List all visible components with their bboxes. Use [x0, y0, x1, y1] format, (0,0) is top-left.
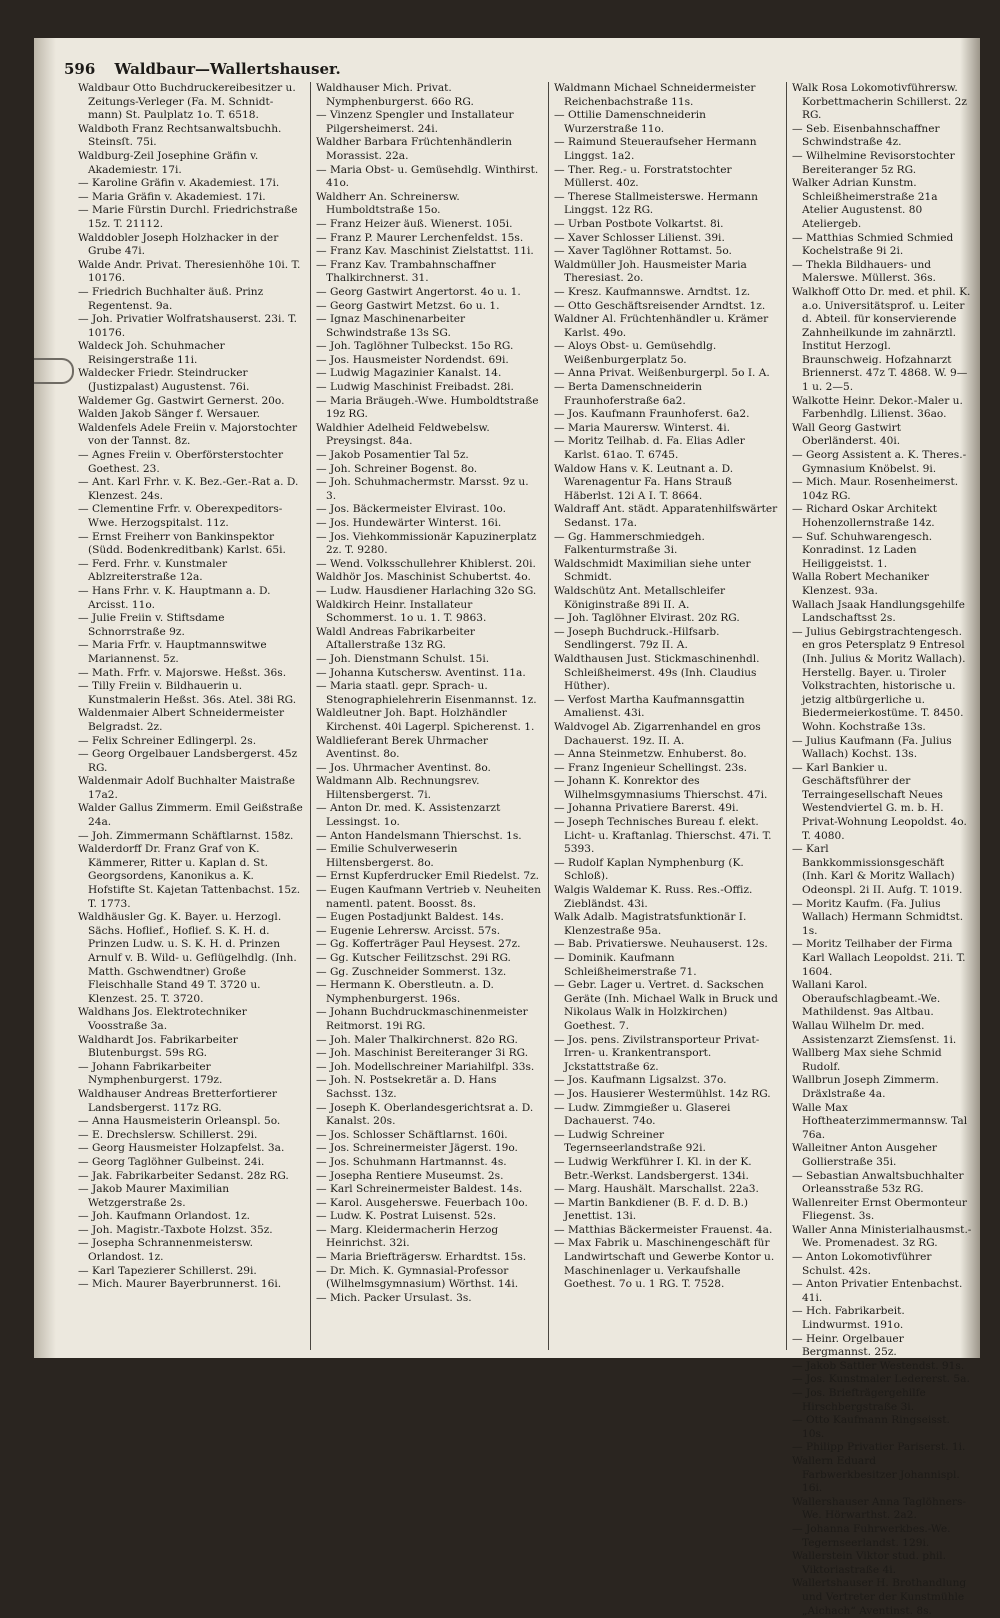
directory-entry: — Heinr. Orgelbauer Bergmannst. 25z. [792, 1332, 904, 1359]
directory-entry: — Ernst Kupferdrucker Emil Riedelst. 7z. [316, 870, 540, 883]
directory-entry: Waldl Andreas Fabrikarbeiter Aſtallerstraße 13z RG. [316, 625, 475, 652]
directory-entry: — Martin Bankdiener (B. F. d. D. B.) Jenettist. 13i. [554, 1196, 749, 1223]
directory-entry: — Jos. Hundewärter Winterst. 16i. [316, 517, 502, 529]
directory-entry: Waldhör Jos. Maschinist Schubertst. 4o. [316, 571, 531, 584]
directory-entry: — Georg Hausmeister Holzapfelst. 3a. [78, 1142, 285, 1155]
directory-entry: — Maria Obst- u. Gemüsehdlg. Winthirst. 41o. [316, 163, 539, 190]
directory-entry: — Karl Bankier u. Geschäftsführer der Terraingesellschaft Neues Westendviertel G. m. b. H. Privat-Wohnung Leopoldst. 4o. T. 4080. [792, 761, 967, 842]
directory-entry: Waldenmaier Albert Schneidermeister Belgradst. 2z. [78, 707, 285, 733]
directory-entry: — Dr. Mich. K. Gymnasial-Professor (Wilhelmsgymnasium) Wörthst. 14i. [316, 1264, 519, 1291]
directory-entry: — Rudolf Kaplan Nymphenburg (K. Schloß). [554, 856, 744, 883]
directory-entry: — Tilly Freiin v. Bildhauerin u. Kunstmalerin Heßst. 36s. Atel. 38i RG. [78, 680, 297, 706]
directory-entry: — Johanna Fuhrwerkbes.-We. Tegernseerlandst. 129i. [792, 1522, 951, 1549]
directory-entry: Waldburg-Zeil Josephine Gräfin v. Akademiestr. 17i. [78, 149, 259, 176]
directory-entry: — Jos. Hausierer Westermühlst. 14z RG. [554, 1087, 771, 1100]
directory-entry: — Philipp Privatier Pariserst. 1i. [792, 1441, 966, 1454]
directory-entry: Waldemer Gg. Gastwirt Gernerst. 20o. [78, 394, 285, 407]
directory-entry: — Otto Geschäftsreisender Arndtst. 1z. [554, 299, 766, 312]
directory-entry: — Jakob Maurer Maximilian Wetzgerstraße 2s. [78, 1183, 230, 1209]
directory-entry: — Johann Fabrikarbeiter Nymphenburgerst. 179z. [78, 1060, 223, 1087]
directory-entry: — Johann K. Konrektor des Wilhelmsgymnasiums Thierschst. 47i. [554, 775, 768, 801]
directory-entry: — Georg Taglöhner Gulbeinst. 24i. [78, 1155, 265, 1168]
directory-entry: Waldlieferant Berek Uhrmacher Aventinst. 8o. [316, 734, 488, 761]
directory-entry: Walkotte Heinr. Dekor.-Maler u. Farbenhdlg. Lilienst. 36ao. [792, 394, 963, 421]
directory-entry: Waldthausen Just. Stickmaschinenhdl. Schleißheimerst. 49s (Inh. Claudius Hüther). [554, 652, 760, 693]
directory-entry: — Jos. Viehkommissionär Kapuzinerplatz 2z. T. 9280. [316, 530, 537, 557]
directory-entry: — Kresz. Kaufmannswe. Arndtst. 1z. [554, 285, 751, 298]
directory-entry: — Hermann K. Oberstleutn. a. D. Nymphenburgerst. 196s. [316, 979, 494, 1005]
directory-entry: Walden Jakob Sänger f. Wersauer. [78, 408, 261, 421]
directory-entry: — Eugen Postadjunkt Baldest. 14s. [316, 911, 504, 924]
directory-entry: — Josepha Schrannenmeistersw. Orlandost. 1z. [78, 1237, 254, 1264]
directory-entry: — Vinzenz Spengler und Installateur Pilgersheimerst. 24i. [316, 109, 514, 135]
directory-entry: Waldvogel Ab. Zigarrenhandel en gros Dachauerst. 19z. II. A. [554, 720, 761, 747]
directory-entry: Waldraff Ant. städt. Apparatenhilfswärter Sedanst. 17a. [554, 503, 778, 529]
directory-entry: — Jos. Schlosser Schäftlarnst. 160i. [316, 1128, 508, 1141]
directory-entry: Wallershauser Anna Taglöhners-We. Hörwarthst. 2a2. [792, 1495, 967, 1522]
directory-entry: Waller Anna Ministerialhausmst.-We. Promenadest. 3z RG. [792, 1223, 972, 1250]
directory-entry: — Mich. Packer Ursulast. 3s. [316, 1291, 472, 1304]
directory-entry: — Felix Schreiner Edlingerpl. 2s. [78, 734, 257, 747]
directory-entry: — Anton Handelsmann Thierschst. 1s. [316, 829, 522, 842]
directory-entry: — Therese Stallmeisterswe. Hermann Linggst. 12z RG. [554, 190, 758, 217]
directory-entry: — Franz P. Maurer Lerchenfeldst. 15s. [316, 231, 524, 244]
directory-entry: — Karl Bankkommissionsgeschäft (Inh. Karl & Moritz Wallach) Odeonspl. 2i II. Aufg. T. 1019. [792, 843, 963, 897]
directory-entry: — Richard Oskar Architekt Hohenzollernstraße 14z. [792, 503, 937, 529]
directory-entry: — Marg. Haushält. Marschallst. 22a3. [554, 1183, 759, 1196]
directory-entry: — Thekla Bildhauers- und Malerswe. Müllerst. 36s. [792, 258, 936, 285]
directory-entry: — Raimund Steueraufseher Hermann Linggst. 1a2. [554, 136, 757, 162]
directory-entry: — Georg Gastwirt Angertorst. 4o u. 1. [316, 285, 521, 298]
directory-entry: Waldkirch Heinr. Installateur Schommerst. 1o u. 1. T. 9863. [316, 598, 487, 625]
directory-entry: — Franz Ingenieur Schellingst. 23s. [554, 761, 748, 774]
directory-entry: — Johanna Kutschersw. Aventinst. 11a. [316, 666, 526, 679]
directory-entry: Waldenmair Adolf Buchhalter Maistraße 17a2. [78, 775, 296, 801]
directory-entry: — Anna Steinmetzw. Enhuberst. 8o. [554, 748, 747, 761]
directory-entry: — Karol. Ausgeherswe. Feuerbach 10o. [316, 1196, 528, 1209]
directory-entry: Waldhauser Andreas Bretterfortierer Landsbergerst. 117z RG. [78, 1087, 277, 1114]
directory-entry: — Moritz Teilhaber der Firma Karl Wallach Leopoldst. 21i. T. 1604. [792, 938, 966, 978]
directory-entry: — Jak. Fabrikarbeiter Sedanst. 28z RG. [78, 1169, 289, 1182]
directory-entry: — Suf. Schuhwarengesch. Konradinst. 1z Laden Heiliggeistst. 1. [792, 530, 933, 570]
directory-entry: Walddobler Joseph Holzhacker in der Grube 47i. [78, 231, 279, 258]
directory-entry: Waldhans Jos. Elektrotechniker Voosstraße 3a. [78, 1006, 247, 1032]
directory-entry: — Hans Frhr. v. K. Hauptmann a. D. Arcisst. 11o. [78, 584, 271, 611]
directory-entry: — Maria Gräfin v. Akademiest. 17i. [78, 190, 266, 203]
directory-entry: — Bab. Privatierswe. Neuhauserst. 12s. [554, 938, 768, 951]
directory-entry: Waldschütz Ant. Metallschleifer Königinstraße 89i II. A. [554, 584, 726, 611]
directory-entry: — Math. Frfr. v. Majorswe. Heßst. 36s. [78, 666, 287, 679]
directory-entry: Wallach Jsaak Handlungsgehilfe Landschaftsst 2s. [792, 598, 965, 625]
directory-entry: Waldhäusler Gg. K. Bayer. u. Herzogl. Sächs. Hoflief., Hoflief. S. K. H. d. Prinzen Ludw. u. S. K. H. d. Prinzen Arnulf v. B. Wild- u. Geflügelhdlg. (Inh. Matth. Gschwendtner) Große Fleischhalle Stand 49 T. 3720 u. Klenzest. 25. T. 3720. [78, 911, 297, 1005]
running-title: Waldbaur—Wallertshauser. [114, 60, 341, 78]
directory-entry: — Agnes Freiin v. Oberförsterstochter Goethest. 23. [78, 449, 284, 475]
directory-entry: — Xaver Schlosser Lilienst. 39i. [554, 231, 725, 244]
directory-entry: — Ant. Karl Frhr. v. K. Bez.-Ger.-Rat a. D. Klenzest. 24s. [78, 476, 299, 502]
directory-entry: — Jos. Kaufmann Ligsalzst. 37o. [554, 1074, 727, 1087]
directory-entry: Walkhoff Otto Dr. med. et phil. K. a.o. Universitätsprof. u. Leiter d. Abteil. für konservierende Zahnheilkunde im zahnärztl. Institut Herzogl. Braunschweig. Hofzahnarzt Briennerst. 47z T. 4868. W. 9—1 u. 2—5. [792, 285, 971, 394]
directory-entry: — Karl Tapezierer Schillerst. 29i. [78, 1264, 257, 1277]
directory-entry: Wallberg Max siehe Schmid Rudolf. [792, 1047, 942, 1073]
directory-entry: — Anton Privatier Entenbachst. 41i. [792, 1278, 963, 1304]
column-divider [786, 82, 787, 1350]
directory-entry: — Anna Privat. Weißenburgerpl. 5o I. A. [554, 367, 770, 380]
directory-entry: — Jos. Briefträgergehilfe Hirschbergstraße 3i. [792, 1387, 926, 1413]
directory-entry: — Moritz Kaufm. (Fa. Julius Wallach) Hermann Schmidtst. 1s. [792, 897, 964, 937]
directory-entry: — Matthias Bäckermeister Frauenst. 4a. [554, 1223, 773, 1236]
directory-entry: — Joseph Buchdruck.-Hilfsarb. Sendlingerst. 79z II. A. [554, 625, 720, 652]
directory-entry: Walleitner Anton Ausgeher Gollierstraße 35i. [792, 1142, 937, 1168]
directory-entry: — Berta Damenschneiderin Fraunhoferstraße 6a2. [554, 381, 702, 407]
directory-entry: — Ignaz Maschinenarbeiter Schwindstraße 13s SG. [316, 313, 466, 339]
directory-entry: — Joh. Taglöhner Tulbeckst. 15o RG. [316, 340, 514, 353]
directory-entry: — Georg Orgelbauer Landsbergerst. 45z RG. [78, 748, 298, 774]
directory-entry: Walk Rosa Lokomotivführersw. Korbettmacherin Schillerst. 2z RG. [792, 82, 967, 122]
directory-entry: — Seb. Eisenbahnschaffner Schwindstraße 4z. [792, 122, 940, 149]
directory-entry: — Ernst Freiherr von Bankinspektor (Südd. Bodenkreditbank) Karlst. 65i. [78, 530, 286, 557]
directory-entry: — Joseph K. Oberlandesgerichtsrat a. D. Kanalst. 20s. [316, 1101, 534, 1128]
directory-entry: Walker Adrian Kunstm. Schleißheimerstraße 21a Atelier Augustenst. 80 Ateliergeb. [792, 177, 938, 230]
directory-entry: Waldeck Joh. Schuhmacher Reisingerstraße 11i. [78, 340, 225, 366]
directory-entry: — Urban Postbote Volkartst. 8i. [554, 217, 724, 230]
directory-entry: — Ludw. K. Postrat Luisenst. 52s. [316, 1210, 497, 1223]
directory-entry: — Karl Schreinermeister Baldest. 14s. [316, 1183, 523, 1196]
directory-entry: Walla Robert Mechaniker Klenzest. 93a. [792, 571, 929, 597]
directory-entry: — Gg. Hammerschmiedgeh. Falkenturmstraße 3i. [554, 530, 705, 557]
directory-entry: — Anton Dr. med. K. Assistenzarzt Lessingst. 1o. [316, 802, 501, 829]
directory-entry: Wallerstein Viktor stud. phil. Viktoriastraße 4i. [792, 1550, 947, 1576]
directory-entry: — Ludwig Magazinier Kanalst. 14. [316, 367, 502, 380]
directory-entry: — Eugen Kaufmann Vertrieb v. Neuheiten namentl. patent. Boosst. 8s. [316, 884, 541, 910]
directory-entry: Walde Andr. Privat. Theresienhöhe 10i. T. 10176. [78, 258, 301, 285]
directory-entry: — Gg. Kutscher Feilitzschst. 29i RG. [316, 952, 511, 964]
directory-entry: — Ludw. Hausdiener Harlaching 32o SG. [316, 584, 537, 597]
directory-entry: Waldhier Adelheid Feldwebelsw. Preysingst. 84a. [316, 421, 490, 448]
directory-entry: — Anna Hausmeisterin Orleanspl. 5o. [78, 1115, 281, 1128]
directory-entry: Walle Max Hoftheaterzimmermannsw. Tal 76a. [792, 1101, 968, 1141]
directory-entry: — Jos. Kaufmann Fraunhoferst. 6a2. [554, 408, 750, 421]
directory-entry: — E. Drechslersw. Schillerst. 29i. [78, 1128, 258, 1141]
column-2 [316, 82, 542, 1350]
page-number: 596 [64, 60, 96, 78]
column-4 [792, 82, 972, 1617]
directory-entry: — Jos. Schuhmann Hartmannst. 4s. [316, 1155, 507, 1168]
directory-entry: — Karoline Gräfin v. Akademiest. 17i. [78, 177, 280, 190]
directory-entry: Wallani Karol. Oberaufschlagbeamt.-We. Mathildenst. 9as Altbau. [792, 979, 941, 1019]
directory-entry: Waldboth Franz Rechtsanwaltsbuchh. Steinsſt. 75i. [78, 122, 282, 149]
directory-entry: — Franz Kav. Trambahnschaffner Thalkirchnerst. 31. [316, 258, 496, 285]
directory-entry: — Joh. Magistr.-Taxbote Holzst. 35z. [78, 1223, 273, 1236]
directory-entry: Waldecker Friedr. Steindrucker (Justizpalast) Augustenst. 76i. [78, 367, 250, 394]
directory-entry: Waldhardt Jos. Fabrikarbeiter Blutenburgst. 59s RG. [78, 1033, 238, 1060]
directory-entry: — Aloys Obst- u. Gemüsehdlg. Weißenburgerplatz 5o. [554, 340, 717, 366]
directory-entry: — Hch. Fabrikarbeit. Lindwurmst. 191o. [792, 1305, 905, 1332]
column-3 [554, 82, 780, 1350]
directory-entry: — Dominik. Kaufmann Schleißheimerstraße 71. [554, 952, 697, 978]
directory-entry: — Julius Kaufmann (Fa. Julius Wallach) Kochst. 13s. [792, 734, 952, 761]
directory-entry: Waldschmidt Maximilian siehe unter Schmidt. [554, 557, 751, 584]
directory-entry: Waldow Hans v. K. Leutnant a. D. Warenagentur Fa. Hans Strauß Häberlst. 12i A I. T. 8664. [554, 462, 734, 502]
directory-entry: — Xaver Taglöhner Rottamst. 5o. [554, 245, 732, 258]
directory-entry: — Ludwig Maschinist Freibadst. 28i. [316, 381, 514, 394]
directory-entry: Wallau Wilhelm Dr. med. Assistenzarzt Ziemsſenst. 1i. [792, 1019, 957, 1046]
directory-entry: — Josepha Rentiere Museumst. 2s. [316, 1169, 504, 1182]
directory-entry: Walder Gallus Zimmerm. Emil Geißstraße 24a. [78, 802, 303, 829]
directory-entry: — Joh. Modellschreiner Mariahilfpl. 33s. [316, 1060, 535, 1073]
directory-entry: — Marie Fürstin Durchl. Friedrichstraße 15z. T. 21112. [78, 204, 298, 230]
directory-entry: — Georg Assistent a. K. Theres.-Gymnasium Knöbelst. 9i. [792, 449, 967, 475]
directory-entry: — Maria Briefträgersw. Erhardtst. 15s. [316, 1251, 527, 1264]
directory-entry: — Jos. Bäckermeister Elvirast. 10o. [316, 503, 506, 516]
directory-entry: — Otto Kaufmann Ringseisst. 10s. [792, 1414, 950, 1440]
directory-entry: — Mich. Maur. Rosenheimerst. 104z RG. [792, 476, 959, 502]
directory-page [34, 38, 980, 1617]
directory-entry: Waldner Al. Früchtenhändler u. Krämer Karlst. 49o. [554, 313, 769, 339]
directory-entry: — Jos. Uhrmacher Aventinst. 8o. [316, 761, 491, 774]
directory-entry: — Jos. Kunstmaler Ledererst. 5a. [792, 1373, 970, 1386]
directory-entry: — Ludwig Schreiner Tegernseerlandstraße 92i. [554, 1128, 706, 1155]
directory-entry: — Joseph Technisches Bureau f. elekt. Licht- u. Kraftanlag. Thierschst. 47i. T. 5393. [554, 816, 772, 856]
directory-entry: Walgis Waldemar K. Russ. Res.-Offiz. Ziebländst. 43i. [554, 884, 753, 910]
directory-entry: — Joh. Dienstmann Schulst. 15i. [316, 652, 490, 665]
directory-entry: Waldleutner Joh. Bapt. Holzhändler Kirchenst. 40i Lagerpl. Spicherenst. 1. [316, 707, 535, 733]
directory-entry: — Max Fabrik u. Maschinengeschäft für Landwirtschaft und Gewerbe Kontor u. Maschinenlager u. Verkaufshalle Goethest. 7o u. 1 RG. T. 7528. [554, 1237, 775, 1291]
directory-entry: Waldbaur Otto Buchdruckereibesitzer u. Zeitungs-Verleger (Fa. M. Schnidt-mann) St. Paulplatz 1o. T. 6518. [78, 82, 296, 122]
page-clip [34, 358, 74, 384]
column-divider [548, 82, 549, 1350]
directory-entry: Walk Adalb. Magistratsfunktionär I. Klenzestraße 95a. [554, 911, 747, 937]
directory-entry: — Joh. Zimmermann Schäftlarnst. 158z. [78, 829, 294, 842]
directory-entry: Waldenfels Adele Freiin v. Majorstochter von der Tannst. 8z. [78, 421, 298, 448]
directory-entry: — Ludwig Werkführer I. Kl. in der K. Betr.-Werkst. Landsbergerst. 134i. [554, 1155, 752, 1182]
page-spine-shadow [34, 38, 56, 1358]
directory-entry: — Joh. Taglöhner Elvirast. 20z RG. [554, 612, 740, 625]
directory-entry: Walderdorff Dr. Franz Graf von K. Kämmerer, Ritter u. Kaplan d. St. Georgsordens, Kanonikus a. K. Hofstifte St. Kajetan Tattenbachst. 15z. T. 1773. [78, 843, 301, 910]
directory-entry: — Joh. N. Postsekretär a. D. Hans Sachsst. 13z. [316, 1074, 497, 1100]
directory-entry: — Julius Gebirgstrachtengesch. en gros Petersplatz 9 Entresol (Inh. Julius & Moritz Wallach). Herstellg. Bayer. u. Tiroler Volkstrachten, historische u. jetzig altbürgerliche u. Biedermeierkostüme. T. 8450. Wohn. Kochstraße 13s. [792, 625, 966, 733]
directory-entry: — Maria Bräugeh.-Wwe. Humboldtstraße 19z RG. [316, 394, 539, 421]
directory-entry: — Julie Freiin v. Stiftsdame Schnorrstraße 9z. [78, 612, 225, 638]
directory-entry: — Joh. Privatier Wolfratshauserst. 23i. T. 10176. [78, 313, 297, 339]
directory-entry: Waldherr An. Schreinersw. Humboldtstraße 15o. [316, 190, 460, 217]
directory-entry: Wallern Eduard Farbwerkbesitzer Johannispl. 16i. [792, 1454, 960, 1495]
directory-entry: — Mich. Maurer Bayerbrunnerst. 16i. [78, 1278, 282, 1291]
directory-entry: — Jos. Schreinermeister Jägerst. 19o. [316, 1142, 518, 1155]
directory-entry: — Clementine Frfr. v. Oberexpeditors-Wwe. Herzogspitalst. 11z. [78, 503, 283, 529]
directory-entry: — Joh. Schreiner Bogenst. 8o. [316, 462, 478, 475]
page-header [64, 60, 341, 78]
directory-entry: — Jos. pens. Zivilstransporteur Privat-Irren- u. Krankentransport. Jckstattstraße 6z. [554, 1033, 760, 1073]
directory-entry: — Ludw. Zimmgießer u. Glaserei Dachauerst. 74o. [554, 1101, 731, 1128]
column-1 [78, 82, 304, 1350]
directory-entry: — Eugenie Lehrersw. Arcisst. 57s. [316, 924, 501, 937]
directory-entry: — Marg. Kleidermacherin Herzog Heinrichst. 32i. [316, 1223, 499, 1250]
directory-entry: Waldher Barbara Früchtenhändlerin Morassist. 22a. [316, 136, 513, 162]
directory-entry: — Maria Maurersw. Winterst. 4i. [554, 421, 731, 434]
directory-entry: — Maria staatl. gepr. Sprach- u. Stenographielehrerin Eisenmannst. 1z. [316, 680, 537, 706]
directory-entry: Waldmann Alb. Rechnungsrev. Hiltensbergerst. 7i. [316, 775, 480, 801]
directory-entry: — Georg Gastwirt Metzst. 6o u. 1. [316, 299, 500, 312]
directory-entry: — Wilhelmine Revisorstochter Bereiteranger 5z RG. [792, 149, 955, 176]
column-divider [310, 82, 311, 1350]
directory-entry: — Gebr. Lager u. Vertret. d. Sackschen Geräte (Inh. Michael Walk in Bruck und Nikolaus Walk in Holzkirchen) Goethest. 7. [554, 979, 778, 1032]
directory-entry: — Gg. Kofferträger Paul Heysest. 27z. [316, 938, 521, 951]
directory-entry: — Joh. Maler Thalkirchnerst. 82o RG. [316, 1033, 518, 1046]
directory-entry: — Johann Buchdruckmaschinenmeister Reitmorst. 19i RG. [316, 1006, 528, 1032]
directory-entry: Wallertshauser H. Brothandlung und Vertreter der Kunstmühle „Aichach“ Aventinst. 8s. [792, 1577, 967, 1617]
directory-entry: — Joh. Schuhmachermstr. Marsst. 9z u. 3. [316, 476, 529, 502]
directory-entry: Wall Georg Gastwirt Oberländerst. 40i. [792, 421, 901, 448]
directory-entry: — Sebastian Anwaltsbuchhalter Orleansstraße 53z RG. [792, 1169, 964, 1196]
directory-entry: — Jakob Sattler Westendst. 91s. [792, 1359, 965, 1372]
directory-entry: — Ferd. Frhr. v. Kunstmaler Ablzreiterstraße 12a. [78, 557, 228, 584]
directory-entry: Wallenreiter Ernst Obermonteur Fliegenst. 3s. [792, 1196, 967, 1223]
directory-entry: — Wend. Volksschullehrer Khiblerst. 20i. [316, 557, 536, 570]
directory-entry: — Joh. Maschinist Bereiteranger 3i RG. [316, 1047, 529, 1060]
directory-entry: Waldmüller Joh. Hausmeister Maria Theresiast. 2o. [554, 258, 747, 285]
directory-entry: Wallbrun Joseph Zimmerm. Dräxlstraße 4a. [792, 1074, 939, 1100]
directory-entry: — Emilie Schulverweserin Hiltensbergerst. 8o. [316, 843, 458, 869]
directory-entry: — Ther. Reg.- u. Forstratstochter Müllerst. 40z. [554, 163, 732, 190]
directory-entry: — Joh. Kaufmann Orlandost. 1z. [78, 1210, 251, 1223]
directory-entry: — Franz Heizer äuß. Wienerst. 105i. [316, 217, 513, 230]
directory-entry: Waldmann Michael Schneidermeister Reichenbachstraße 11s. [554, 82, 756, 108]
directory-entry: — Franz Kav. Maschinist Zielstattst. 11i. [316, 245, 534, 258]
directory-entry: — Jos. Hausmeister Nordendst. 69i. [316, 353, 509, 366]
directory-entry: — Gg. Zuschneider Sommerst. 13z. [316, 965, 507, 978]
directory-entry: — Verfost Martha Kaufmannsgattin Amalienst. 43i. [554, 693, 745, 720]
directory-entry: — Anton Lokomotivführer Schulst. 42s. [792, 1251, 932, 1277]
directory-entry: — Moritz Teilhab. d. Fa. Elias Adler Karlst. 61ao. T. 6745. [554, 435, 745, 462]
directory-entry: Waldhauser Mich. Privat. Nymphenburgerst. 66o RG. [316, 82, 474, 108]
directory-columns [78, 82, 974, 1617]
directory-entry: — Jakob Posamentier Tal 5z. [316, 449, 469, 462]
directory-entry: — Ottilie Damenschneiderin Wurzerstraße 11o. [554, 109, 706, 135]
directory-entry: — Matthias Schmied Schmied Kochelstraße 9i 2i. [792, 231, 954, 258]
directory-entry: — Maria Frfr. v. Hauptmannswitwe Mariannenst. 5z. [78, 639, 267, 665]
directory-entry: — Friedrich Buchhalter äuß. Prinz Regentenst. 9a. [78, 285, 264, 312]
directory-entry: — Johanna Privatiere Barerst. 49i. [554, 802, 739, 815]
